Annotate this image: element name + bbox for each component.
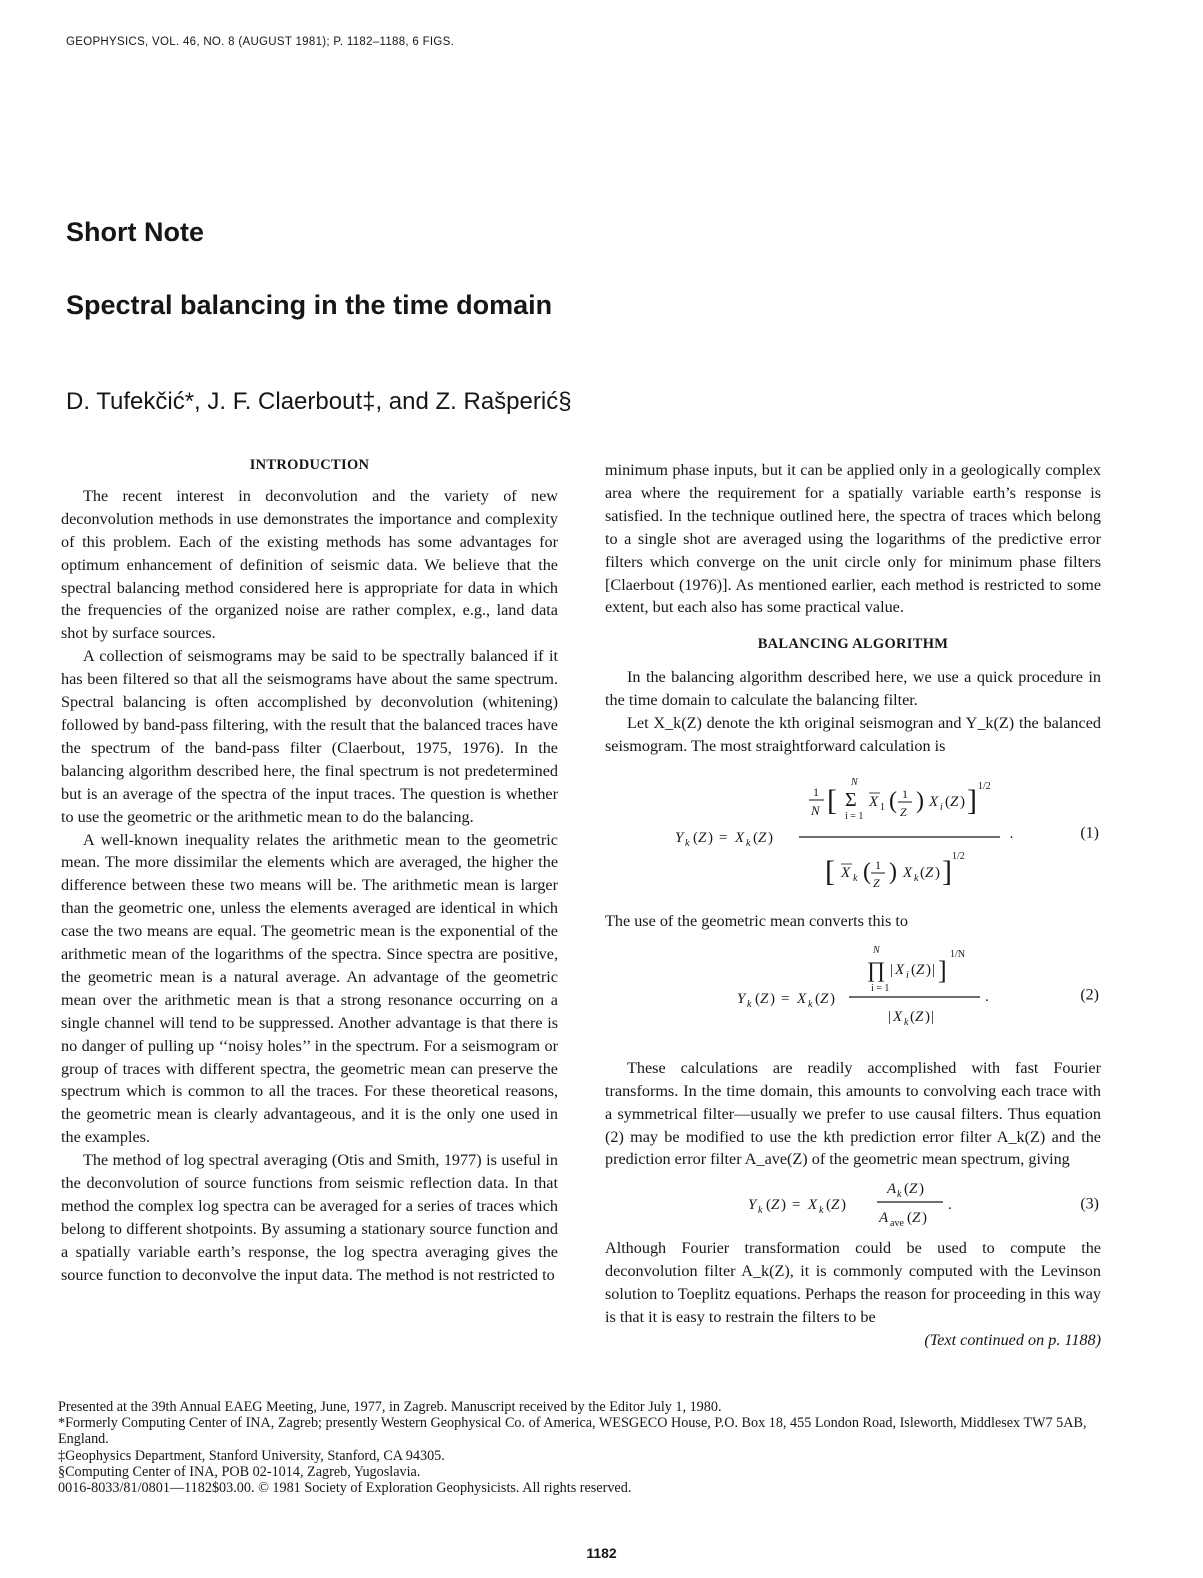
svg-text:]: ] [938, 955, 947, 985]
svg-text:N: N [873, 944, 880, 956]
algorithm-paragraph-3: The use of the geometric mean converts this to [605, 911, 908, 930]
svg-text:(: ( [755, 990, 760, 1007]
svg-text:): ) [926, 961, 931, 978]
svg-text:1: 1 [875, 857, 881, 872]
svg-text:N: N [851, 776, 858, 788]
svg-text:X: X [895, 961, 905, 978]
intro-paragraph-3: A well-known inequality relates the arithmetic mean to the geometric mean. The more dissimilar the elements which are averaged, the higher the difference between these two means will be. The arithmetic mean is larger than the geometric one, unless the elements averaged are identical in which case the two means are equal. The geometric mean is the exponential of the arithmetic mean of the logarithms of the spectra. Since spectra are positive, the geometric mean is a natural average. An advantage of the geometric mean over the arithmetic mean is that a strong resonance occurring on a single channel will tend to be suppressed. Another advantage is that there is no danger of pulling up ‘‘noisy holes’’ in the spectrum. For a seismogram or group of traces with different spectra, the geometric mean can preserve the spectrum which is common to all the traces. For these theoretical reasons, the geometric mean is clearly advantageous, and it is the only one used in the examples. [61, 830, 558, 1147]
svg-text:X: X [869, 793, 879, 810]
svg-text:(: ( [945, 793, 950, 810]
svg-text:Z: Z [831, 1197, 840, 1214]
svg-text:=: = [781, 990, 790, 1007]
svg-text:k: k [904, 1016, 909, 1028]
svg-text:i = 1: i = 1 [845, 810, 864, 822]
svg-text:Z: Z [916, 961, 925, 978]
svg-text:k: k [747, 998, 752, 1010]
svg-text:k: k [808, 998, 813, 1010]
equation-3 [605, 1173, 1101, 1237]
svg-text:Y: Y [748, 1197, 757, 1214]
svg-text:Z: Z [873, 875, 880, 890]
svg-text:Z: Z [925, 864, 934, 881]
running-head: GEOPHYSICS, VOL. 46, NO. 8 (AUGUST 1981); P. 1182–1188, 6 FIGS. [66, 36, 455, 48]
svg-text:[: [ [827, 783, 837, 817]
svg-text:∏: ∏ [867, 956, 886, 982]
svg-text:=: = [792, 1197, 801, 1214]
algorithm-paragraph-2: Let X_k(Z) denote the kth original seismogran and Y_k(Z) the balanced seismogram. The most straightforward calculation is [605, 714, 1101, 755]
svg-text:Z: Z [760, 990, 769, 1007]
continued-note: (Text continued on p. 1188) [924, 1330, 1101, 1349]
svg-text:Y: Y [737, 990, 746, 1007]
svg-text:(: ( [904, 1181, 909, 1198]
svg-text:i: i [940, 801, 943, 813]
svg-text:): ) [830, 990, 835, 1007]
svg-text:(: ( [889, 787, 897, 814]
right-column [605, 459, 1101, 1352]
equation-1 [605, 758, 1101, 910]
equation-2-number: (2) [1080, 986, 1099, 1004]
svg-text:Z: Z [698, 829, 707, 846]
footnote-presented: Presented at the 39th Annual EAEG Meeting, June, 1977, in Zagreb. Manuscript received by the Editor July 1, 1980. [58, 1399, 722, 1415]
svg-text:[: [ [825, 854, 835, 888]
svg-text:(: ( [815, 990, 820, 1007]
author-line: D. Tufekčić*, J. F. Claerbout‡, and Z. Rašperić§ [66, 388, 572, 415]
intro-paragraph-2: A collection of seismograms may be said to be spectrally balanced if it has been filtered so that all the seismograms have about the same spectrum. Spectral balancing is often accomplished by deconvolution (whitening) followed by band-pass filtering, with the result that the balanced traces have the spectrum of the band-pass filter (Claerbout, 1975, 1976). In the balancing algorithm described here, the final spectrum is not predetermined but is an average of the spectra of the input traces. The question is whether to use the geometric or the arithmetic mean to do the balancing. [61, 647, 558, 826]
page-number: 1182 [586, 1545, 617, 1561]
svg-text:Z: Z [950, 793, 959, 810]
svg-text:i: i [906, 969, 909, 981]
equation-2-formula [605, 935, 1035, 1057]
left-column [61, 454, 558, 1287]
svg-text:k: k [746, 837, 751, 849]
svg-text:|: | [890, 961, 894, 978]
svg-text:A: A [887, 1181, 897, 1198]
svg-text:Z: Z [912, 1210, 921, 1227]
intro-paragraph-1: The recent interest in deconvolution and the variety of new deconvolution methods in use demonstrates the importance and complexity of this problem. Each of the existing methods has some advantages for optimum enhancement of definition of seismic data. We believe that the spectral balancing method considered here is appropriate for data in which the frequencies of the organized noise are rather complex, e.g., land data shot by surface sources. [61, 486, 558, 643]
copyright-line: 0016-8033/81/0801—1182$03.00. © 1981 Society of Exploration Geophysicists. All rights reserved. [58, 1480, 632, 1497]
svg-text:): ) [922, 1210, 927, 1227]
svg-text:(: ( [907, 1210, 912, 1227]
svg-text:): ) [770, 990, 775, 1007]
algorithm-paragraph-4: These calculations are readily accomplished with fast Fourier transforms. In the time domain, this amounts to convolving each trace with a symmetrical filter—usually we prefer to use causal filters. Thus equation (2) may be modified to use the kth prediction error filter A_k(Z) and the prediction error filter A_ave(Z) of the geometric mean spectrum, giving [605, 1058, 1101, 1169]
svg-text:(: ( [753, 829, 758, 846]
svg-text:]: ] [942, 854, 952, 888]
svg-text:1/2: 1/2 [978, 780, 991, 792]
svg-text:i = 1: i = 1 [871, 982, 890, 994]
continuation-paragraph: minimum phase inputs, but it can be applied only in a geologically complex area where the requirement for a spatially variable earth’s response is satisfied. In the technique outlined here, the spectra of traces which belong to a single shot are averaged using the logarithms of the predictive error filters which converge on the unit circle only for minimum phase filters [Claerbout (1976)]. As mentioned earlier, each method is restricted to some extent, but each also has some practical value. [605, 461, 1101, 617]
svg-text:Z: Z [909, 1181, 918, 1198]
footnote-tufekcic: *Formerly Computing Center of INA, Zagreb; presently Western Geophysical Co. of America, WESGECO House, P.O. Box 18, 455 London Road, Isleworth, Middlesex TW7 5AB, England. [58, 1415, 1087, 1448]
svg-text:Z: Z [900, 804, 907, 819]
svg-text:(: ( [863, 858, 871, 885]
svg-text:1: 1 [880, 801, 885, 813]
svg-text:X: X [841, 864, 851, 881]
svg-text:): ) [916, 787, 924, 814]
algorithm-paragraph-1: In the balancing algorithm described here, we use a quick procedure in the time domain to calculate the balancing filter. [605, 668, 1101, 710]
svg-text:Z: Z [771, 1197, 780, 1214]
svg-text:1/2: 1/2 [952, 850, 965, 862]
svg-text:.: . [948, 1197, 952, 1214]
svg-text:Z: Z [758, 829, 767, 846]
svg-text:(: ( [911, 961, 916, 978]
svg-text:(: ( [826, 1197, 831, 1214]
svg-text:k: k [853, 872, 858, 884]
svg-text:k: k [914, 872, 919, 884]
svg-text:): ) [708, 829, 713, 846]
svg-text:k: k [897, 1189, 902, 1201]
svg-text:k: k [758, 1205, 763, 1217]
svg-text:.: . [985, 988, 989, 1005]
balancing-algorithm-heading: BALANCING ALGORITHM [757, 636, 949, 653]
svg-text:): ) [935, 864, 940, 881]
svg-text:]: ] [967, 783, 977, 817]
equation-3-number: (3) [1080, 1195, 1099, 1213]
svg-text:|: | [932, 961, 936, 978]
svg-text:): ) [925, 1008, 930, 1025]
svg-text:(: ( [693, 829, 698, 846]
svg-text:Z: Z [915, 1008, 924, 1025]
svg-text:A: A [879, 1210, 889, 1227]
svg-text:ave: ave [890, 1218, 904, 1230]
svg-text:): ) [841, 1197, 846, 1214]
svg-text:X: X [797, 990, 807, 1007]
svg-text:): ) [919, 1181, 924, 1198]
svg-text:X: X [808, 1197, 818, 1214]
algorithm-paragraph-5: Although Fourier transformation could be used to compute the deconvolution filter A_k(Z), it is commonly computed with the Levinson solution to Toeplitz equations. Perhaps the reason for proceeding in this way is that it is easy to restrain the filters to be [605, 1239, 1101, 1327]
svg-text:): ) [781, 1197, 786, 1214]
svg-text:1/N: 1/N [950, 948, 965, 960]
svg-text:·: · [1009, 829, 1014, 846]
introduction-heading: INTRODUCTION [249, 457, 370, 473]
svg-text:(: ( [910, 1008, 915, 1025]
equation-1-formula [605, 758, 1035, 910]
equation-3-formula [605, 1173, 1035, 1237]
equation-1-number: (1) [1080, 824, 1099, 842]
svg-text:X: X [903, 864, 913, 881]
section-label: Short Note [66, 217, 204, 247]
svg-text:1: 1 [902, 786, 908, 801]
footnote-claerbout: ‡Geophysics Department, Stanford University, Stanford, CA 94305. [58, 1447, 445, 1464]
svg-text:N: N [811, 802, 820, 818]
intro-paragraph-4: The method of log spectral averaging (Otis and Smith, 1977) is useful in the deconvolution of source functions from seismic reflection data. In that method the complex log spectra can be averaged for a series of traces which belong to different shotpoints. By assuming a stationary source function and a spatially variable earth’s response, the log spectra averaging gives the source function to deconvolve the input data. The method is not restricted to [61, 1151, 558, 1284]
svg-text:1: 1 [813, 784, 819, 799]
svg-text:): ) [889, 858, 897, 885]
svg-text:|: | [931, 1008, 935, 1025]
svg-text:X: X [929, 793, 939, 810]
svg-text:|: | [888, 1008, 892, 1025]
svg-text:Y: Y [675, 829, 684, 846]
svg-text:(: ( [920, 864, 925, 881]
svg-text:(: ( [766, 1197, 771, 1214]
footnotes [58, 1399, 1098, 1496]
svg-text:=: = [719, 829, 728, 846]
svg-text:Σ: Σ [845, 788, 857, 811]
svg-text:X: X [735, 829, 745, 846]
equation-2 [605, 935, 1101, 1057]
article-title: Spectral balancing in the time domain [66, 290, 553, 320]
svg-text:): ) [768, 829, 773, 846]
svg-text:Z: Z [820, 990, 829, 1007]
svg-text:k: k [819, 1205, 824, 1217]
footnote-rasperic: §Computing Center of INA, POB 02-1014, Zagreb, Yugoslavia. [58, 1463, 421, 1480]
svg-text:X: X [893, 1008, 903, 1025]
svg-text:k: k [685, 837, 690, 849]
svg-text:): ) [960, 793, 965, 810]
